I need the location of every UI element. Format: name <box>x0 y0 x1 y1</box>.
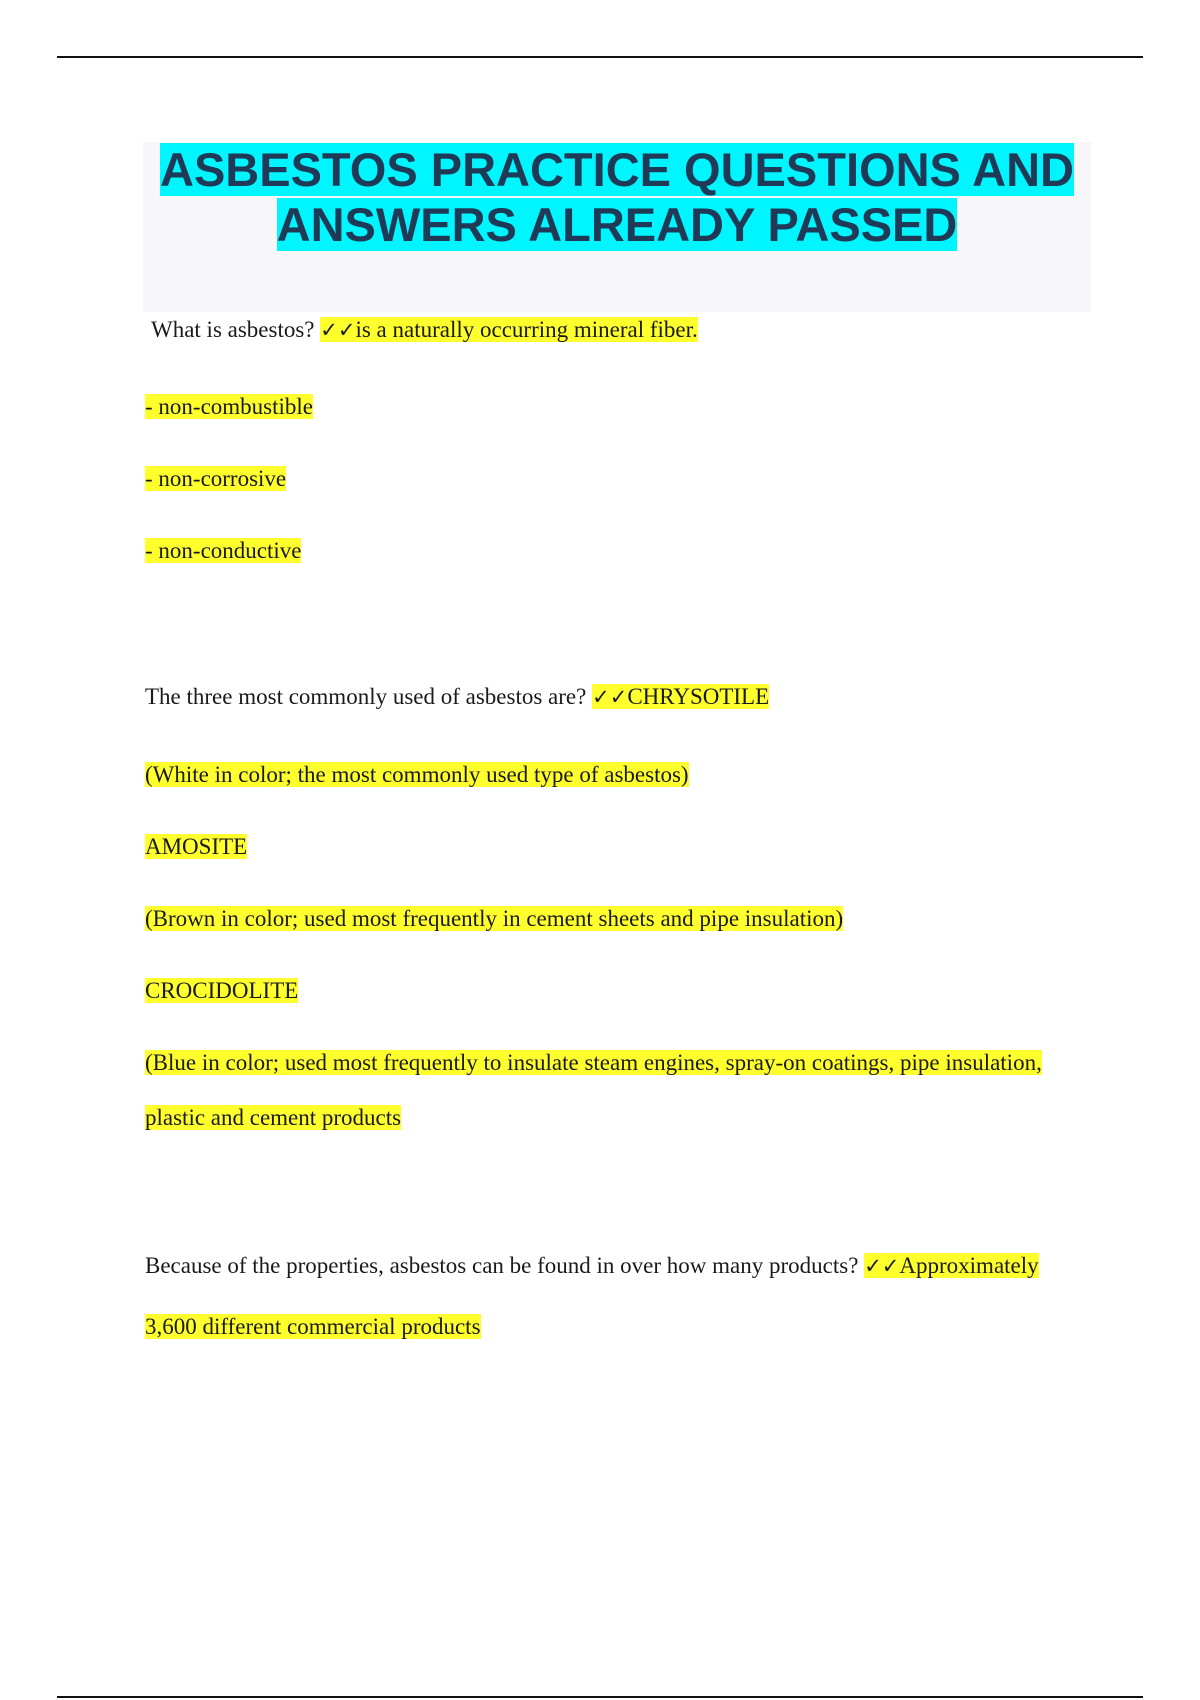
answer-1-text: is a naturally occurring mineral fiber. <box>355 317 698 342</box>
answer-2-text: CHRYSOTILE <box>627 684 770 709</box>
question-1-text: What is asbestos? <box>151 317 315 342</box>
answer-2-highlight <box>592 684 769 709</box>
q2-line-3: (Brown in color; used most frequently in cement sheets and pipe insulation) <box>145 906 844 931</box>
q1-item-3: - non-conductive <box>145 538 302 563</box>
document-title <box>143 142 1091 252</box>
question-1 <box>151 314 698 346</box>
checkmark-icon: ✓✓ <box>320 318 356 342</box>
q3-answer-line-2: 3,600 different commercial products <box>145 1314 481 1339</box>
q2-line-4: CROCIDOLITE <box>145 978 299 1003</box>
question-2 <box>145 681 769 713</box>
q1-item-2: - non-corrosive <box>145 466 287 491</box>
question-3 <box>145 1250 1039 1282</box>
bottom-rule <box>57 1696 1143 1698</box>
question-2-text: The three most commonly used of asbestos are? <box>145 684 587 709</box>
answer-3-text: Approximately <box>899 1253 1039 1278</box>
q1-item-1: - non-combustible <box>145 394 313 419</box>
checkmark-icon: ✓✓ <box>592 685 628 709</box>
title-line-2: ANSWERS ALREADY PASSED <box>276 198 958 251</box>
checkmark-icon: ✓✓ <box>864 1254 900 1278</box>
title-line-1: ASBESTOS PRACTICE QUESTIONS AND <box>160 143 1074 196</box>
answer-1-highlight <box>320 317 698 342</box>
q2-line-6: plastic and cement products <box>145 1105 402 1130</box>
top-rule <box>57 56 1143 58</box>
q2-line-5: (Blue in color; used most frequently to insulate steam engines, spray-on coatings, pipe insulation, <box>145 1050 1042 1075</box>
q2-line-1: (White in color; the most commonly used type of asbestos) <box>145 762 689 787</box>
q2-line-2: AMOSITE <box>145 834 248 859</box>
question-3-text: Because of the properties, asbestos can be found in over how many products? <box>145 1253 859 1278</box>
answer-3-highlight <box>864 1253 1038 1278</box>
title-block <box>143 142 1091 312</box>
